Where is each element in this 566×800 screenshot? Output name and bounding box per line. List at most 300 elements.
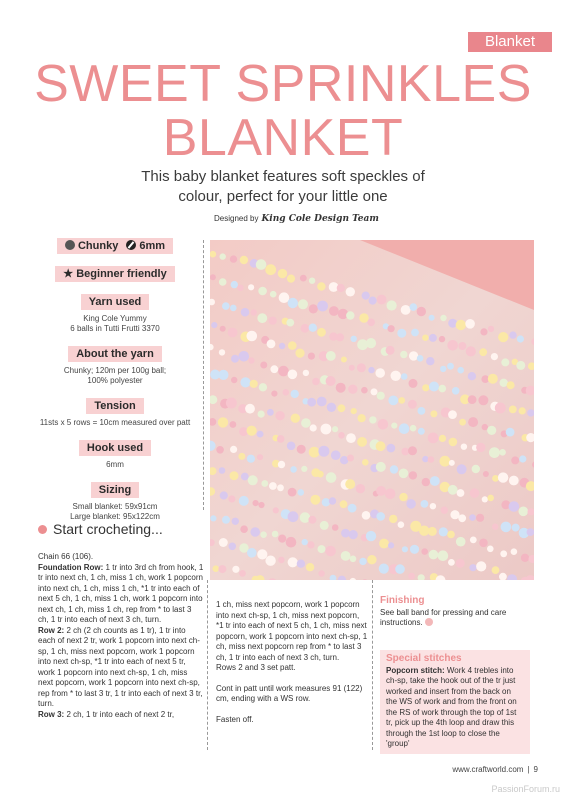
yarn-bobble [399, 469, 409, 479]
yarn-bobble [509, 476, 519, 486]
yarn-bobble [288, 341, 297, 350]
yarn-bobble [388, 396, 398, 406]
yarn-bobble [487, 546, 494, 553]
yarn-bobble [400, 351, 407, 358]
finishing-section [380, 596, 530, 629]
yarn-bobble [230, 471, 239, 480]
yarn-bobble [401, 305, 411, 315]
yarn-bobble [492, 475, 499, 482]
yarn-bobble [332, 426, 338, 432]
yarn-bobble [297, 445, 306, 454]
yarn-bobble [470, 488, 480, 498]
yarn-bobble [376, 462, 386, 472]
yarn-bobble [310, 424, 317, 431]
yarn-bobble [261, 480, 268, 487]
yarn-bobble [418, 407, 426, 415]
yarn-bobble [402, 546, 408, 552]
yarn-bobble [527, 528, 535, 536]
yarn-bobble [218, 417, 228, 427]
sidebar-section-info [30, 460, 200, 470]
yarn-bobble [501, 358, 509, 366]
yarn-bobble [387, 300, 397, 310]
yarn-bobble [379, 564, 389, 574]
yarn-bobble [278, 269, 287, 278]
yarn-bobble [349, 530, 358, 539]
yarn-bobble [376, 486, 386, 496]
pattern-paragraph: Cont in patt until work measures 91 (122) cm, ending with a WS row. [216, 683, 363, 703]
yarn-bobble [401, 373, 408, 380]
sidebar-section-heading: About the yarn [68, 346, 162, 362]
designer-label: Designed by [214, 214, 259, 223]
yarn-bobble [369, 297, 377, 305]
popcorn-label: Popcorn stitch: [386, 665, 445, 675]
yarn-bobble [230, 421, 237, 428]
yarn-bobble [472, 465, 480, 473]
yarn-bobble [247, 455, 255, 463]
yarn-bobble [210, 515, 216, 521]
start-heading [38, 521, 163, 537]
divider [203, 240, 204, 510]
yarn-bobble [488, 326, 494, 332]
sidebar-sections [30, 294, 200, 522]
level-label: Beginner friendly [76, 268, 167, 280]
yarn-bobble [390, 465, 398, 473]
divider [372, 580, 373, 750]
yarn-bobble [351, 408, 357, 414]
yarn-bobble [277, 435, 285, 443]
pattern-paragraph: Fasten off. [216, 714, 254, 724]
yarn-bobble [270, 365, 278, 373]
popcorn-text: Work 4 trebles into ch-sp, take the hook out of the tr just worked and insert from the back on the WS of work and from the front on the RS of work through the top of 1st tr, pick up the 4th loop and draw this through the 1st loop to close the 'group' [386, 665, 517, 748]
yarn-bobble [429, 382, 439, 392]
yarn-bobble [240, 525, 248, 533]
yarn-bobble [457, 464, 467, 474]
yarn-bobble [409, 379, 418, 388]
yarn-bobble [295, 349, 304, 358]
yarn-bobble [216, 446, 224, 454]
pattern-row [38, 552, 204, 563]
yarn-bobble [371, 388, 378, 395]
yarn-bobble [253, 500, 259, 506]
yarn-bobble [452, 387, 460, 395]
finishing-text: See ball band for pressing and care instructions. [380, 607, 507, 627]
yarn-bobble [248, 475, 258, 485]
yarn-bobble [399, 493, 407, 501]
yarn-bobble [346, 433, 356, 443]
yarn-bobble [478, 395, 488, 405]
yarn-bobble [288, 298, 298, 308]
special-stitches-box [380, 650, 530, 754]
sidebar-section-heading: Yarn used [81, 294, 150, 310]
yarn-bobble [257, 454, 263, 460]
yarn-bobble [369, 416, 376, 423]
yarn-bobble [306, 563, 314, 571]
yarn-bobble [270, 291, 277, 298]
yarn-bobble [245, 404, 255, 414]
yarn-bobble [327, 403, 336, 412]
sidebar-section-info [30, 418, 200, 428]
yarn-bobble [457, 489, 465, 497]
yarn-bobble [421, 548, 428, 555]
yarn-bobble [377, 392, 385, 400]
blanket-photo [210, 240, 534, 580]
yarn-bobble [440, 456, 451, 467]
watermark: PassionForum.ru [491, 784, 560, 794]
yarn-bobble [230, 446, 237, 453]
yarn-bobble [430, 476, 440, 486]
yarn-bobble [521, 554, 529, 562]
yarn-bobble [271, 391, 277, 397]
yarn-bobble [447, 363, 454, 370]
sidebar-section-info [30, 314, 200, 334]
designer-credit [214, 214, 379, 224]
yarn-bobble [230, 305, 237, 312]
yarn-bobble [428, 456, 435, 463]
yarn-bobble [509, 406, 517, 414]
yarn-bobble [322, 498, 330, 506]
bullet-dot-icon [38, 525, 47, 534]
yarn-bobble [338, 404, 346, 412]
sidebar-section-info [30, 366, 200, 386]
yarn-bobble [237, 285, 243, 291]
yarn-bobble [301, 466, 307, 472]
level-pill [55, 266, 174, 282]
yarn-bobble [356, 484, 365, 493]
yarn-bobble [385, 489, 396, 500]
yarn-bobble [317, 282, 325, 290]
yarn-bobble [240, 377, 250, 387]
yarn-bobble [287, 442, 296, 451]
yarn-bobble [511, 456, 519, 464]
yarn-bobble [388, 325, 395, 332]
yarn-bobble [457, 367, 464, 374]
sidebar-section [30, 398, 200, 428]
yarn-bobble [408, 446, 417, 455]
yarn-bobble [439, 385, 447, 393]
yarn-bobble [516, 361, 525, 370]
yarn-bobble [321, 424, 332, 435]
yarn-bobble [348, 385, 357, 394]
yarn-bobble [308, 353, 315, 360]
yarn-bobble [286, 319, 294, 327]
sidebar-info-line: 100% polyester [87, 376, 143, 385]
yarn-bobble [500, 550, 507, 557]
yarn-bobble [377, 295, 387, 305]
start-heading-text: Start crocheting... [53, 521, 163, 537]
yarn-bobble [469, 564, 476, 571]
yarn-bobble [456, 537, 466, 547]
yarn-bobble [251, 309, 257, 315]
yarn-bobble [302, 539, 308, 545]
page-title-line1: SWEET SPRINKLES [34, 55, 532, 113]
yarn-bobble [346, 311, 354, 319]
yarn-bobble [410, 425, 417, 432]
yarn-bobble [303, 370, 309, 376]
yarn-bobble [317, 301, 328, 312]
yarn-bobble [348, 504, 357, 513]
yarn-bobble [300, 275, 307, 282]
yarn-bobble [408, 573, 415, 580]
yarn-bobble [428, 433, 439, 444]
yarn-bobble [466, 346, 476, 356]
yarn-bobble [318, 570, 324, 576]
yarn-bobble [283, 389, 290, 396]
yarn-bobble [449, 460, 455, 466]
yarn-bobble [367, 555, 376, 564]
yarn-bobble [288, 557, 298, 567]
yarn-bobble [329, 306, 339, 316]
special-heading: Special stitches [386, 653, 462, 664]
yarn-bobble [219, 467, 226, 474]
yarn-bobble [345, 479, 355, 489]
yarn-bobble [307, 398, 316, 407]
yarn-bobble [265, 556, 275, 566]
yarn-bobble [336, 383, 346, 393]
yarn-bobble [248, 284, 254, 290]
yarn-bobble [279, 292, 290, 303]
sidebar-section [30, 294, 200, 334]
yarn-bobble [409, 351, 418, 360]
yarn-bobble [456, 559, 465, 568]
yarn-ball-icon [65, 240, 75, 250]
yarn-bobble [269, 482, 277, 490]
subtitle [0, 167, 566, 207]
pattern-row [38, 626, 204, 710]
yarn-bobble [239, 496, 249, 506]
yarn-bobble [278, 366, 289, 377]
yarn-bobble [219, 278, 227, 286]
yarn-bobble [247, 548, 257, 558]
yarn-bobble [366, 338, 376, 348]
yarn-bobble [291, 390, 299, 398]
yarn-bobble [448, 559, 455, 566]
yarn-bobble [337, 284, 345, 292]
yarn-bobble [340, 500, 348, 508]
yarn-bobble [257, 313, 267, 323]
yarn-weight: Chunky [77, 240, 119, 252]
yarn-bobble [291, 414, 300, 423]
yarn-bobble [479, 539, 488, 548]
yarn-bobble [309, 304, 318, 313]
yarn-bobble [279, 343, 285, 349]
pattern-sidebar [30, 238, 200, 522]
yarn-bobble [218, 565, 226, 573]
yarn-bobble [438, 550, 449, 561]
sidebar-section [30, 482, 200, 522]
yarn-bobble [210, 274, 216, 280]
yarn-bobble [278, 535, 286, 543]
yarn-bobble [220, 491, 228, 499]
yarn-bobble [218, 370, 228, 380]
yarn-bobble [378, 419, 389, 430]
yarn-bobble [226, 398, 237, 409]
star-icon: ★ [63, 268, 74, 280]
yarn-bobble [222, 302, 230, 310]
yarn-bobble [512, 524, 520, 532]
yarn-bobble [465, 319, 475, 329]
footer-site: www.craftworld.com [452, 765, 524, 774]
yarn-bobble [317, 397, 327, 407]
yarn-bobble [248, 357, 254, 363]
yarn-bobble [495, 403, 506, 414]
yarn-bobble [506, 428, 515, 437]
yarn-bobble [310, 495, 320, 505]
yarn-bobble [220, 326, 226, 332]
yarn-bobble [317, 471, 324, 478]
yarn-bobble [231, 281, 238, 288]
page-title-line2: BLANKET [162, 109, 404, 167]
yarn-bobble [468, 395, 477, 404]
yarn-bobble [326, 376, 336, 386]
sidebar-section-heading: Tension [86, 398, 143, 414]
yarn-bobble [258, 411, 265, 418]
yarn-bobble [362, 459, 369, 466]
yarn-bobble [439, 527, 448, 536]
sidebar-info-line: 6mm [106, 460, 124, 469]
sidebar-section [30, 346, 200, 386]
blanket-photo-graphic [210, 240, 534, 580]
yarn-bobble [487, 426, 496, 435]
yarn-bobble [501, 522, 512, 533]
yarn-bobble [447, 531, 455, 539]
yarn-bobble [488, 374, 498, 384]
yarn-bobble [239, 351, 250, 362]
yarn-bobble [351, 336, 357, 342]
yarn-bobble [440, 315, 446, 321]
yarn-bobble [376, 512, 385, 521]
yarn-bobble [219, 538, 228, 547]
yarn-bobble [389, 515, 397, 523]
yarn-bobble [487, 495, 494, 502]
pattern-paragraph: Rows 2 and 3 set patt. [216, 663, 296, 672]
yarn-bobble [288, 488, 297, 497]
yarn-bobble [325, 546, 336, 557]
yarn-bobble [309, 447, 320, 458]
sidebar-section [30, 440, 200, 470]
yarn-bobble [228, 328, 238, 338]
yarn-bobble [241, 308, 250, 317]
crochet-hook-icon [126, 240, 136, 250]
yarn-bobble [357, 363, 366, 372]
yarn-bobble [361, 387, 368, 394]
yarn-bobble [511, 548, 518, 555]
yarn-bobble [308, 516, 316, 524]
page-number: 9 [533, 765, 538, 774]
sidebar-info-line: Small blanket: 59x91cm [72, 502, 158, 511]
yarn-bobble [441, 507, 448, 514]
sidebar-info-line: 11sts x 5 rows = 10cm measured over patt [39, 418, 191, 427]
yarn-bobble [498, 332, 508, 342]
yarn-bobble [476, 514, 484, 522]
pattern-row-text: 2 ch (2 ch counts as 1 tr), 1 tr into each of next 2 tr, work 1 popcorn into next ch-sp, 1 ch, miss next popcorn, work 1 popcorn into next ch-sp, *1 tr into each of next 5 tr, work 1 popcorn into next ch-sp, 1 ch, miss next popcorn, work 1 popcorn into next ch-sp, rep from * to last 3 tr, 1 tr into each of next 3 tr, turn. [38, 625, 203, 708]
yarn-bobble [256, 259, 267, 270]
yarn-bobble [312, 378, 319, 385]
yarn-bobble [476, 443, 485, 452]
yarn-bobble [267, 340, 276, 349]
yarn-bobble [421, 500, 429, 508]
yarn-bobble [278, 461, 285, 468]
yarn-bobble [341, 357, 347, 363]
yarn-bobble [411, 329, 419, 337]
yarn-bobble [419, 526, 429, 536]
subtitle-line1: This baby blanket features soft speckles of [141, 168, 425, 185]
yarn-bobble [247, 331, 258, 342]
subtitle-line2: colour, perfect for your little one [178, 188, 388, 205]
yarn-bobble [492, 524, 498, 530]
yarn-bobble [367, 319, 375, 327]
yarn-bobble [379, 539, 389, 549]
yarn-bobble [489, 447, 500, 458]
yarn-bobble [479, 348, 487, 356]
yarn-bobble [317, 328, 326, 337]
yarn-bobble [362, 511, 371, 520]
yarn-bobble [230, 255, 237, 262]
yarn-bobble [228, 495, 235, 502]
yarn-bobble [346, 287, 355, 296]
hook-size: 6mm [139, 240, 166, 252]
yarn-bobble [429, 315, 435, 321]
yarn-bobble [359, 558, 366, 565]
sidebar-info-line: Chunky; 120m per 100g ball; [63, 366, 167, 375]
yarn-bobble [448, 410, 457, 419]
yarn-bobble [391, 371, 401, 381]
yarn-bobble [309, 324, 317, 332]
yarn-bobble [275, 411, 284, 420]
yarn-bobble [301, 418, 311, 428]
yarn-bobble [398, 521, 405, 528]
yarn-bobble [320, 521, 329, 530]
sidebar-section-info [30, 502, 200, 522]
yarn-bobble [448, 485, 458, 495]
weight-pill [57, 238, 173, 254]
yarn-bobble [480, 328, 487, 335]
yarn-bobble [388, 542, 394, 548]
yarn-bobble [410, 303, 418, 311]
yarn-bobble [278, 557, 285, 564]
yarn-bobble [468, 372, 476, 380]
divider [207, 580, 208, 750]
yarn-bobble [219, 349, 225, 355]
designer-name: King Cole Design Team [261, 214, 379, 224]
yarn-bobble [387, 444, 396, 453]
pattern-row [38, 710, 204, 721]
yarn-bobble [309, 278, 315, 284]
yarn-bobble [439, 336, 445, 342]
yarn-bobble [269, 317, 277, 325]
yarn-bobble [265, 264, 276, 275]
yarn-bobble [456, 320, 466, 330]
yarn-bobble [260, 362, 267, 369]
yarn-bobble [288, 370, 298, 380]
yarn-bobble [422, 478, 430, 486]
yarn-bobble [499, 449, 506, 456]
yarn-bobble [418, 428, 425, 435]
yarn-bobble [250, 380, 258, 388]
yarn-bobble [366, 531, 376, 541]
yarn-bobble [257, 431, 264, 438]
pattern-row-text: 1 tr into 3rd ch from hook, 1 tr into next ch, 1 ch, miss 1 ch, work 1 popcorn into next ch, 1 ch, miss 1 ch, *1 tr into each of next 5 ch, 1 ch, miss 1 ch, work 1 popcorn into next ch, 1 ch, miss 1 ch, rep from * to last 3 ch, 1 tr into each of next 3 ch, turn. [38, 562, 204, 624]
yarn-bobble [399, 397, 406, 404]
yarn-bobble [429, 334, 437, 342]
yarn-bobble [397, 329, 406, 338]
yarn-bobble [430, 410, 437, 417]
yarn-bobble [422, 335, 428, 341]
yarn-bobble [492, 566, 500, 574]
section-tag: Blanket [468, 32, 552, 52]
yarn-bobble [386, 346, 395, 355]
yarn-bobble [376, 441, 386, 451]
yarn-bobble [428, 527, 437, 536]
